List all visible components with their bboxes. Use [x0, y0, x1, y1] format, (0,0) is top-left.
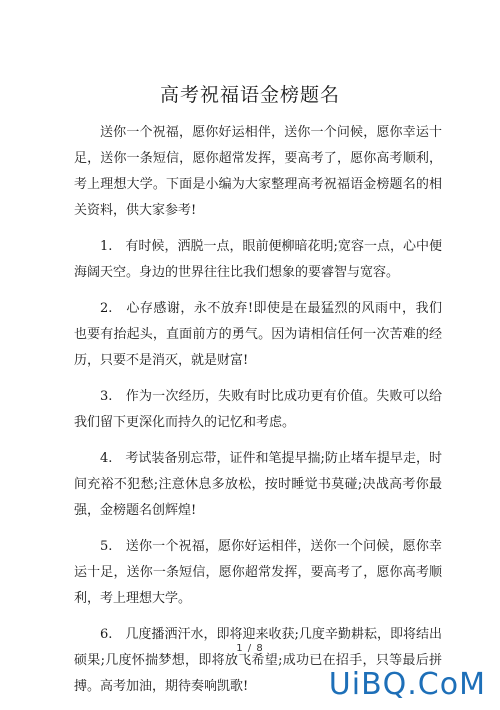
blessing-item-5: 5. 送你一个祝福，愿你好运相伴，送你一个问候，愿你幸运十足，送你一条短信，愿你超常发挥，要高考了，愿你高考顺利，考上理想大学。 [74, 539, 442, 606]
blessing-item-1: 1. 有时候，洒脱一点，眼前便柳暗花明;宽容一点，心中便海阔天空。身边的世界往往比我们想象的要睿智与宽容。 [74, 239, 442, 280]
page-number: 1 / 8 [236, 643, 264, 654]
intro-paragraph: 送你一个祝福，愿你好运相伴，送你一个问候，愿你幸运十足，送你一条短信，愿你超常发挥，要高考了，愿你高考顺利，考上理想大学。下面是小编为大家整理高考祝福语金榜题名的相关资料，供大家参考! [74, 125, 442, 218]
document-title: 高考祝福语金榜题名 [159, 84, 340, 106]
document-body [74, 120, 442, 710]
site-watermark: UiBQ.CoM [328, 667, 486, 702]
blessing-item-3: 3. 作为一次经历，失败有时比成功更有价值。失败可以给我们留下更深化而持久的记忆和考虑。 [74, 389, 442, 430]
blessing-item-4: 4. 考试装备别忘带，证件和笔提早揣;防止堵车提早走，时间充裕不犯愁;注意休息多放松，按时睡觉书莫碰;决战高考你最强，金榜题名创辉煌! [74, 451, 442, 518]
blessing-item-2: 2. 心存感谢，永不放弃!即使是在最猛烈的风雨中，我们也要有抬起头，直面前方的勇气。因为请相信任何一次苦难的经历，只要不是消灭，就是财富! [74, 301, 442, 368]
blessing-item-6: 6. 几度播洒汗水，即将迎来收获;几度辛勤耕耘，即将结出硕果;几度怀揣梦想，即将放飞希望;成功已在招手，只等最后拼搏。高考加油，期待奏响凯歌! [74, 627, 442, 694]
